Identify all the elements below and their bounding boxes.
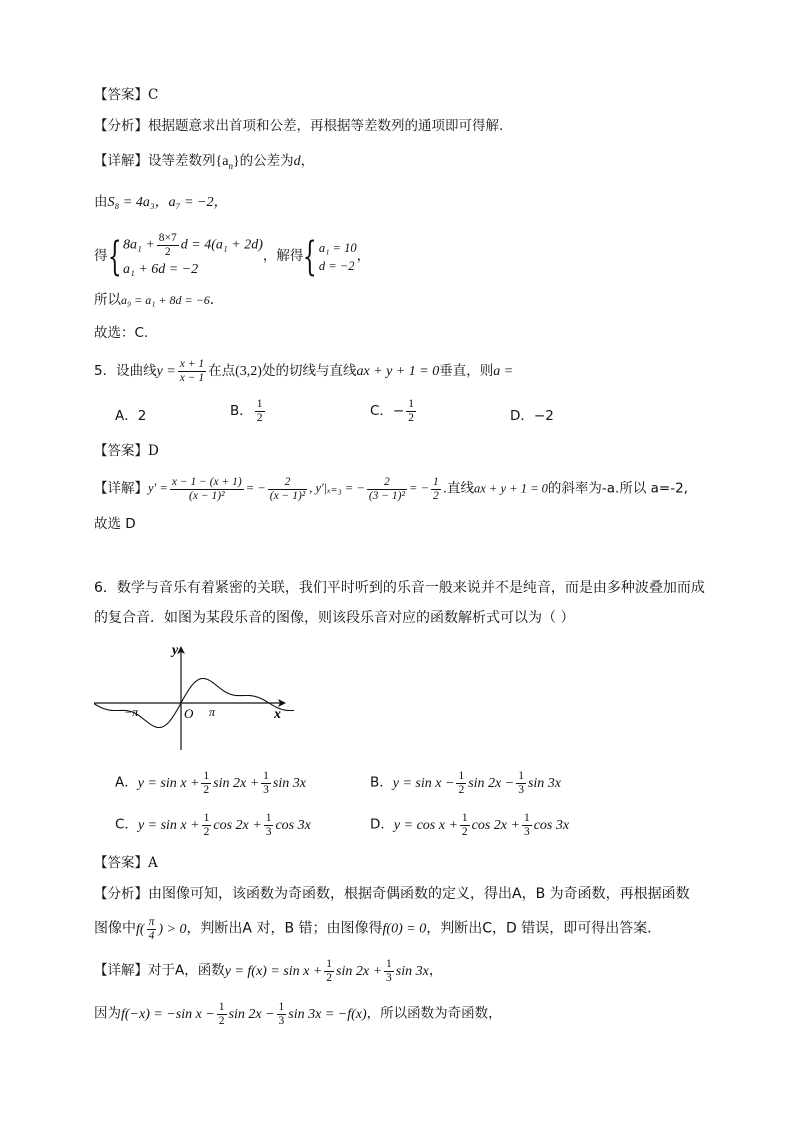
text: 垂直，则 [439,363,494,379]
answer-value: C [148,87,159,103]
detail-label: 【详解】 [94,153,148,169]
detail-text: 的公差为 [239,153,294,169]
q6-waveform-graph [94,640,294,752]
text: 由 [94,194,108,210]
text: ，解得 [262,248,304,264]
variable-d: d [293,154,301,169]
analysis-text: 由图像可知，该函数为奇函数，根据奇偶函数的定义，得出A，B 为奇函数，再根据函数 [148,886,690,902]
given-formula: S₈ = 4a₃，a₇ = −2， [107,195,228,210]
q6-detail-line: 【详解】对于A，函数y = f(x) = sin x + $\frac{1}{2}$ sin 2x + $\frac{1}{3}$ sin 3x， [94,958,443,984]
detail-text: 设等差数列 [148,153,216,169]
origin-label: O [184,706,194,721]
answer-label: 【答案】 [94,855,148,871]
q6-analysis-line1 [94,884,690,904]
q4-so-line [94,290,214,310]
left-brace: { [107,233,122,280]
y-axis-label: y [172,643,179,658]
analysis-label: 【分析】 [94,118,148,134]
text: 得 [94,248,108,264]
answer-value: A [148,855,158,871]
text: . [209,292,215,308]
detail-text: ， [300,153,315,169]
q4-given-line [94,192,227,213]
solution-system: a₁ = 10 d = −2 [318,240,357,273]
pi-tick-label: π [209,705,216,719]
point: (3,2) [235,364,262,379]
answer-label: 【答案】 [94,87,148,103]
q4-choose-line: 故选：C. [94,325,149,341]
answer-value: D [148,443,159,459]
detail-label: 【详解】 [94,480,148,497]
analysis-label: 【分析】 [94,886,148,902]
derivative-formula: y′ = $\frac{x - 1 - (x + 1)}{\text{(x − 1)²}}$ = − $\frac{2}{\text{(x − 1)²}}$ , y′|ₓ₌₃ = − $\frac{2}{\text{(3 − 1)²}}$ = − $\frac{1}{2}$ [148,476,439,502]
q5-option-a: A．2 [115,408,147,424]
formula: y = [156,364,176,379]
formula: a = [493,364,514,379]
neg-pi-tick-label: −π [124,705,139,719]
q5-stem [94,358,513,385]
q6-stem-line2: 的复合音．如图为某段乐音的图像，则该段乐音对应的函数解析式可以为（ ） [94,610,575,626]
text: 所以 [94,292,121,308]
q5-option-b: B． $\frac{1}{2}$ [230,398,263,424]
text: ， [356,248,371,264]
text: 的斜率为-a.所以 a=-2, [547,480,688,497]
line-equation: ax + y + 1 = 0 [356,364,440,379]
q5-detail-line [94,476,688,503]
answer-label: 【答案】 [94,443,148,459]
q6-option-c: C．y = sin x + $\frac{1}{2}$ cos 2x + $\frac{1}{3}$ cos 3x [115,812,311,838]
q6-option-a: A．y = sin x + $\frac{1}{2}$ sin 2x + $\frac{1}{3}$ sin 3x [115,770,306,796]
q5-option-c: C．− $\frac{1}{2}$ [370,398,414,424]
q6-stem-line1: 6．数学与音乐有着紧密的关联，我们平时听到的乐音一般来说并不是纯音，而是由多种波叠加而成 [94,580,705,596]
line-equation: ax + y + 1 = 0 [474,481,548,496]
q4-analysis-line [94,116,503,136]
q6-analysis-line2: 图像中f( $\frac{\pi}{4}$ ) > 0，判断出A 对，B 错；由图像得f(0) = 0，判断出C，D 错误，即可得出答案． [94,916,662,942]
text: 处的切线与直线 [261,363,357,379]
q5-answer-line [94,441,159,461]
text: 在点 [208,363,236,379]
result-formula: a₉ = a₁ + 8d = −6 [121,293,210,307]
fraction: $\frac{x + 1}{x - 1}$ [179,358,205,384]
text: .直线 [442,480,474,497]
q4-system-line [94,232,370,281]
sequence-notation: $\{a_n\}$ [215,154,240,171]
detail-label: 【详解】 [94,962,148,979]
q6-answer-line [94,853,158,873]
q6-option-d: D．y = cos x + $\frac{1}{2}$ cos 2x + $\frac{1}{3}$ cos 3x [370,812,570,838]
q6-because-line: 因为f(−x) = −sin x − $\frac{1}{2}$ sin 2x − $\frac{1}{3}$ sin 3x = −f(x)，所以函数为奇函数， [94,1001,502,1027]
q5-choose-line: 故选 D [94,516,136,532]
x-axis-label: x [274,707,281,722]
text: 5．设曲线 [94,363,157,379]
q6-option-b: B．y = sin x − $\frac{1}{2}$ sin 2x − $\frac{1}{3}$ sin 3x [370,770,561,796]
q4-answer-line [94,85,158,105]
analysis-text: 根据题意求出首项和公差，再根据等差数列的通项即可得解. [148,118,504,134]
q4-detail-line [94,151,314,176]
equation-system: 8a₁ + $\frac{8\times 7}{2}$ d = 4(a₁ + 2d) a₁ + 6d = −2 [122,232,263,277]
left-brace: { [303,233,318,280]
q5-option-d: D．−2 [510,408,554,424]
